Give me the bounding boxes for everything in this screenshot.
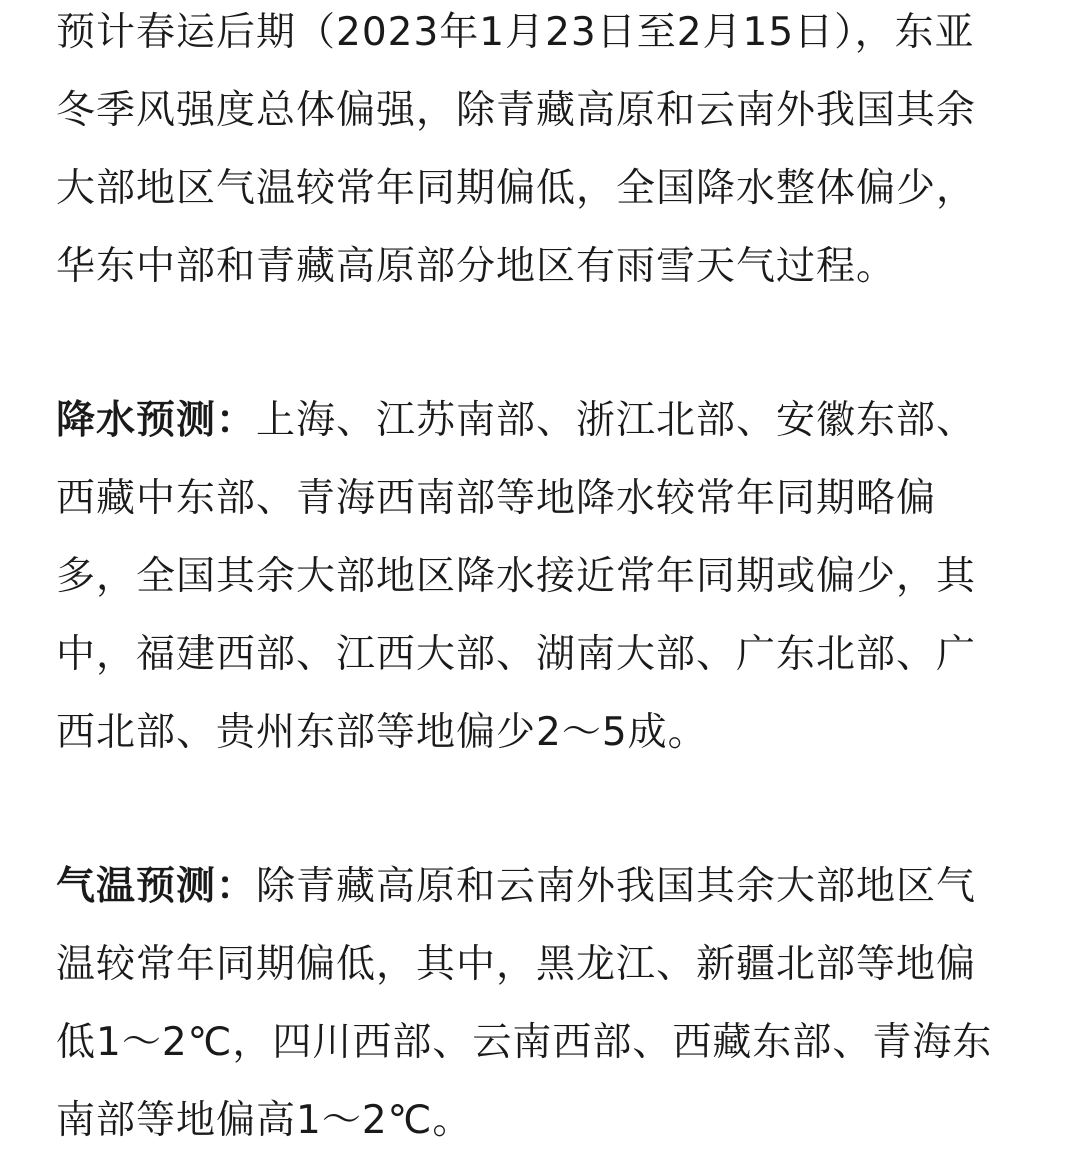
intro-paragraph <box>56 0 1032 306</box>
temperature-line: 温较常年同期偏低，其中，黑龙江、新疆北部等地偏 <box>56 942 977 987</box>
paragraph-gap <box>56 772 1032 848</box>
precipitation-first-line <box>56 382 1032 460</box>
temperature-line: 南部等地偏高1～2℃。 <box>56 1098 473 1143</box>
precipitation-line: 多，全国其余大部地区降水接近常年同期或偏少，其 <box>56 554 977 599</box>
intro-line: 大部地区气温较常年同期偏低，全国降水整体偏少， <box>56 166 977 211</box>
precipitation-line: 西北部、贵州东部等地偏少2～5成。 <box>56 710 708 755</box>
intro-line: 预计春运后期（2023年1月23日至2月15日），东亚 <box>56 10 975 55</box>
intro-line: 冬季风强度总体偏强，除青藏高原和云南外我国其余 <box>56 88 977 133</box>
article-body <box>56 0 1032 1160</box>
temperature-line: 低1～2℃，四川西部、云南西部、西藏东部、青海东 <box>56 1020 993 1065</box>
temperature-first-line-text: 除青藏高原和云南外我国其余大部地区气 <box>256 864 977 909</box>
paragraph-gap <box>56 306 1032 382</box>
intro-line: 华东中部和青藏高原部分地区有雨雪天气过程。 <box>56 244 897 289</box>
precipitation-paragraph <box>56 382 1032 772</box>
precipitation-first-line-text: 上海、江苏南部、浙江北部、安徽东部、 <box>256 398 977 443</box>
precipitation-line: 西藏中东部、青海西南部等地降水较常年同期略偏 <box>56 476 937 521</box>
precipitation-line: 中，福建西部、江西大部、湖南大部、广东北部、广 <box>56 632 977 677</box>
temperature-first-line <box>56 848 1032 926</box>
temperature-paragraph <box>56 848 1032 1160</box>
precipitation-label: 降水预测： <box>56 398 257 443</box>
temperature-label: 气温预测： <box>56 864 257 909</box>
